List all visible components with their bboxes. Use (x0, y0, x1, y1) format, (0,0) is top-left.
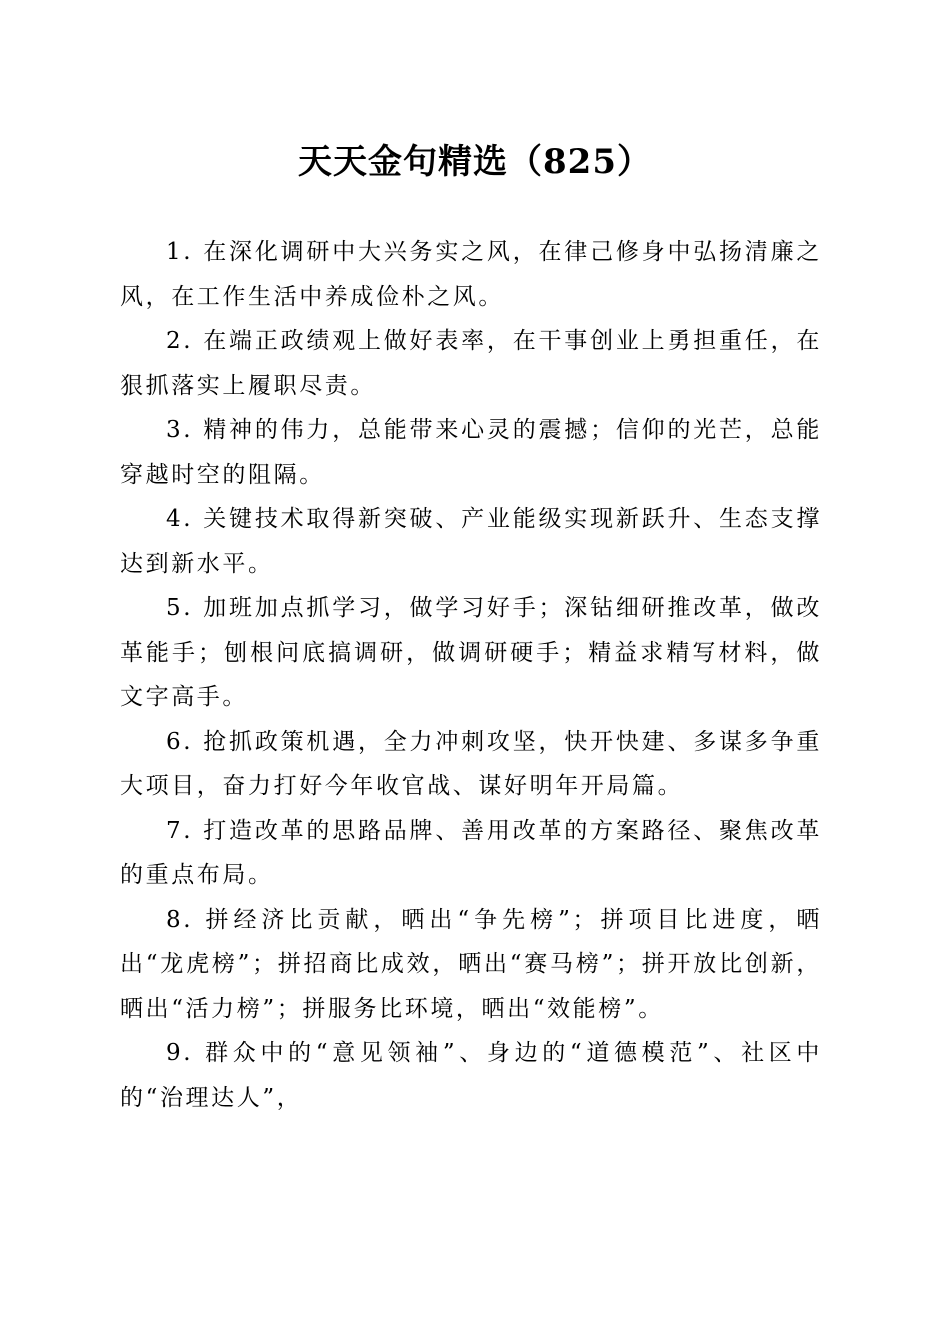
paragraph-8: 8. 拼经济比贡献，晒出“争先榜”；拼项目比进度，晒出“龙虎榜”；拼招商比成效，晒出“赛马榜”；拼开放比创新，晒出“活力榜”；拼服务比环境，晒出“效能榜”。 (120, 906, 822, 1022)
paragraph-7: 7. 打造改革的思路品牌、善用改革的方案路径、聚焦改革的重点布局。 (120, 817, 822, 888)
paragraph-2: 2. 在端正政绩观上做好表率，在干事创业上勇担重任，在狠抓落实上履职尽责。 (120, 328, 822, 399)
paragraph-4: 4. 关键技术取得新突破、产业能级实现新跃升、生态支撑达到新水平。 (120, 506, 822, 577)
paragraph-9: 9. 群众中的“意见领袖”、身边的“道德模范”、社区中的“治理达人”， (120, 1040, 822, 1111)
paragraph-1: 1. 在深化调研中大兴务实之风，在律己修身中弘扬清廉之风，在工作生活中养成俭朴之风。 (120, 239, 822, 310)
paragraph-6: 6. 抢抓政策机遇，全力冲刺攻坚，快开快建、多谋多争重大项目，奋力打好今年收官战、谋好明年开局篇。 (120, 728, 822, 799)
paragraph-3: 3. 精神的伟力，总能带来心灵的震撼；信仰的光芒，总能穿越时空的阻隔。 (120, 417, 822, 488)
document-body (120, 230, 822, 1120)
paragraph-5: 5. 加班加点抓学习，做学习好手；深钻细研推改革，做改革能手；刨根问底搞调研，做调研硬手；精益求精写材料，做文字高手。 (120, 595, 822, 710)
document-title: 天天金句精选（825） (298, 142, 652, 182)
